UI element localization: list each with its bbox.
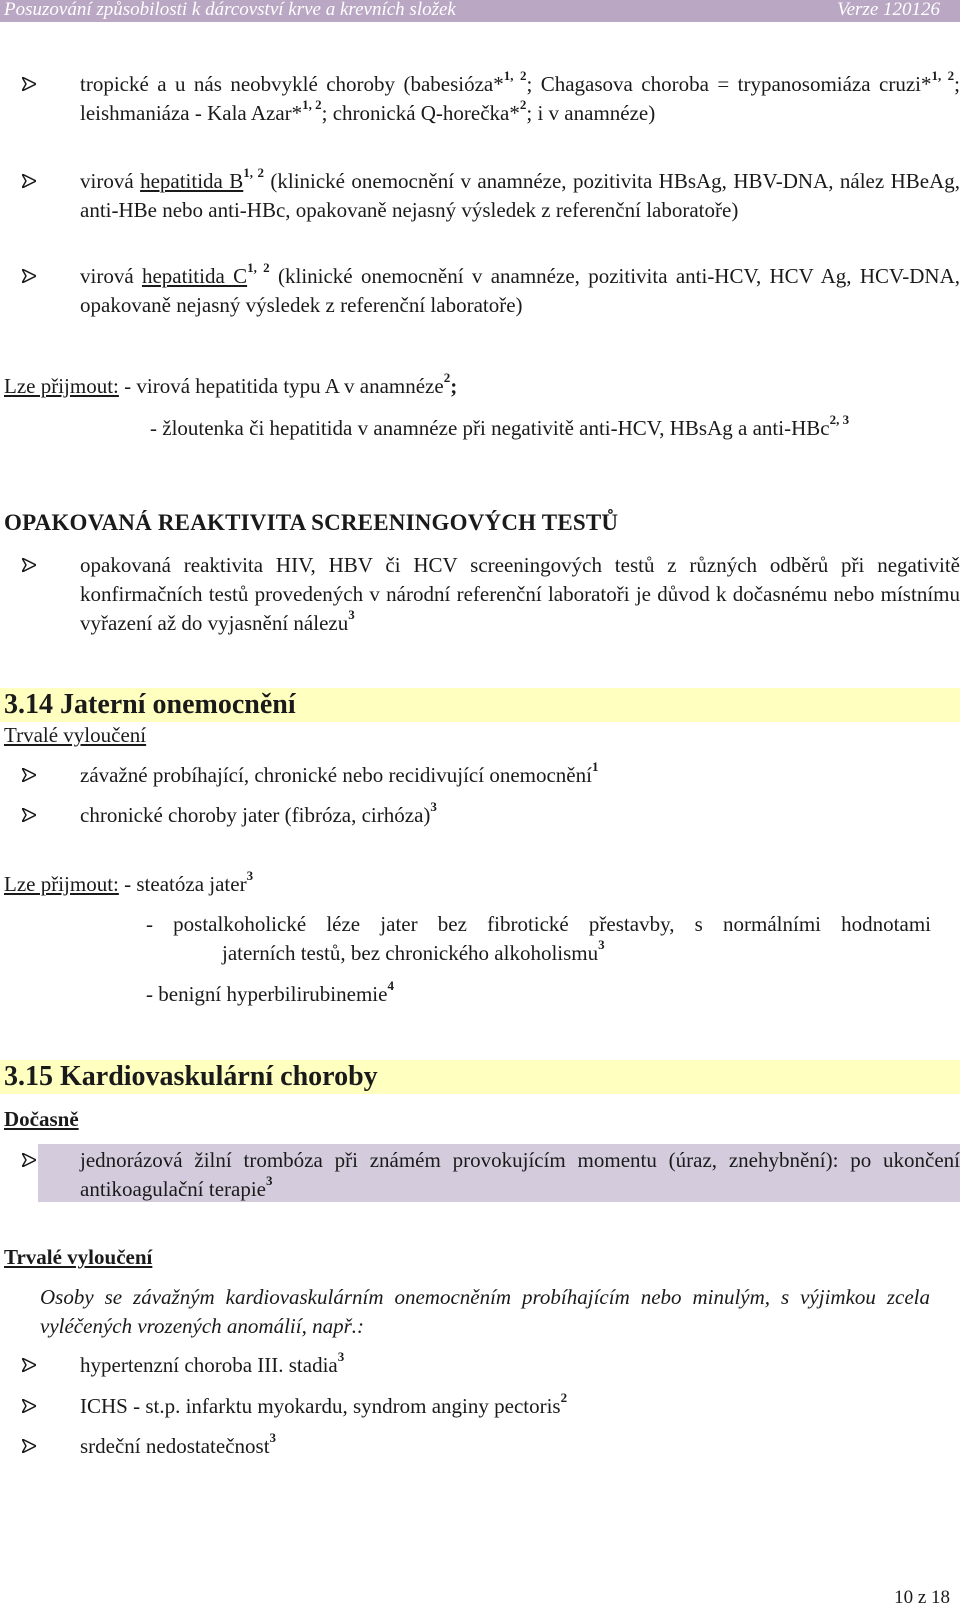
- arrow-bullet-icon: [22, 174, 36, 188]
- subheading-permanent: Trvalé vyloučení: [4, 1245, 153, 1269]
- subheading-temporary: Dočasně: [4, 1107, 79, 1131]
- arrow-bullet-icon: [22, 558, 36, 572]
- accept-line: Lze přijmout: - steatóza jater$^3$: [4, 868, 254, 896]
- arrow-bullet-icon: [22, 768, 36, 782]
- document-header: [0, 0, 960, 22]
- arrow-bullet-icon: [22, 808, 36, 822]
- accept-line-3: - benigní hyperbilirubinemie$^4$: [146, 978, 394, 1006]
- subheading-permanent: Trvalé vyloučení: [4, 723, 147, 747]
- accept-line-2: - žloutenka či hepatitida v anamnéze při negativitě anti-HCV, HBsAg a anti-HBc$^{2, 3}$: [150, 412, 850, 440]
- arrow-bullet-icon: [22, 1399, 36, 1413]
- link-hepatitida-c[interactable]: hepatitida C: [141, 264, 248, 288]
- link-hepatitida-b[interactable]: hepatitida B: [140, 169, 244, 193]
- italic-paragraph: Osoby se závažným kardiovaskulárním onemocněním probíhajícím nebo minulým, s výjimkou zcela vyléčených vrozených anomálií, např.:: [40, 1285, 930, 1338]
- section-heading-repeat: OPAKOVANÁ REAKTIVITA SCREENINGOVÝCH TESTŮ: [4, 510, 619, 535]
- arrow-bullet-icon: [22, 77, 36, 91]
- accept-line-2a: - postalkoholické léze jater bez fibrotické přestavby, s normálními hodnotami: [146, 912, 931, 936]
- accept-line-2b: jaterních testů, bez chronického alkoholismu$^3$: [222, 937, 605, 965]
- header-title: Posuzování způsobilosti k dárcovství krve a krevních složek: [4, 0, 456, 20]
- section-3-14: 3.14 Jaterní onemocnění: [0, 688, 960, 722]
- page-number: 10 z 18: [894, 1587, 950, 1608]
- accept-line: Lze přijmout: - virová hepatitida typu A v anamnéze$^2$;: [4, 370, 458, 398]
- arrow-bullet-icon: [22, 1153, 36, 1167]
- section-3-15: 3.15 Kardiovaskulární choroby: [0, 1060, 960, 1094]
- header-version: Verze 120126: [837, 0, 940, 20]
- arrow-bullet-icon: [22, 1439, 36, 1453]
- arrow-bullet-icon: [22, 269, 36, 283]
- arrow-bullet-icon: [22, 1358, 36, 1372]
